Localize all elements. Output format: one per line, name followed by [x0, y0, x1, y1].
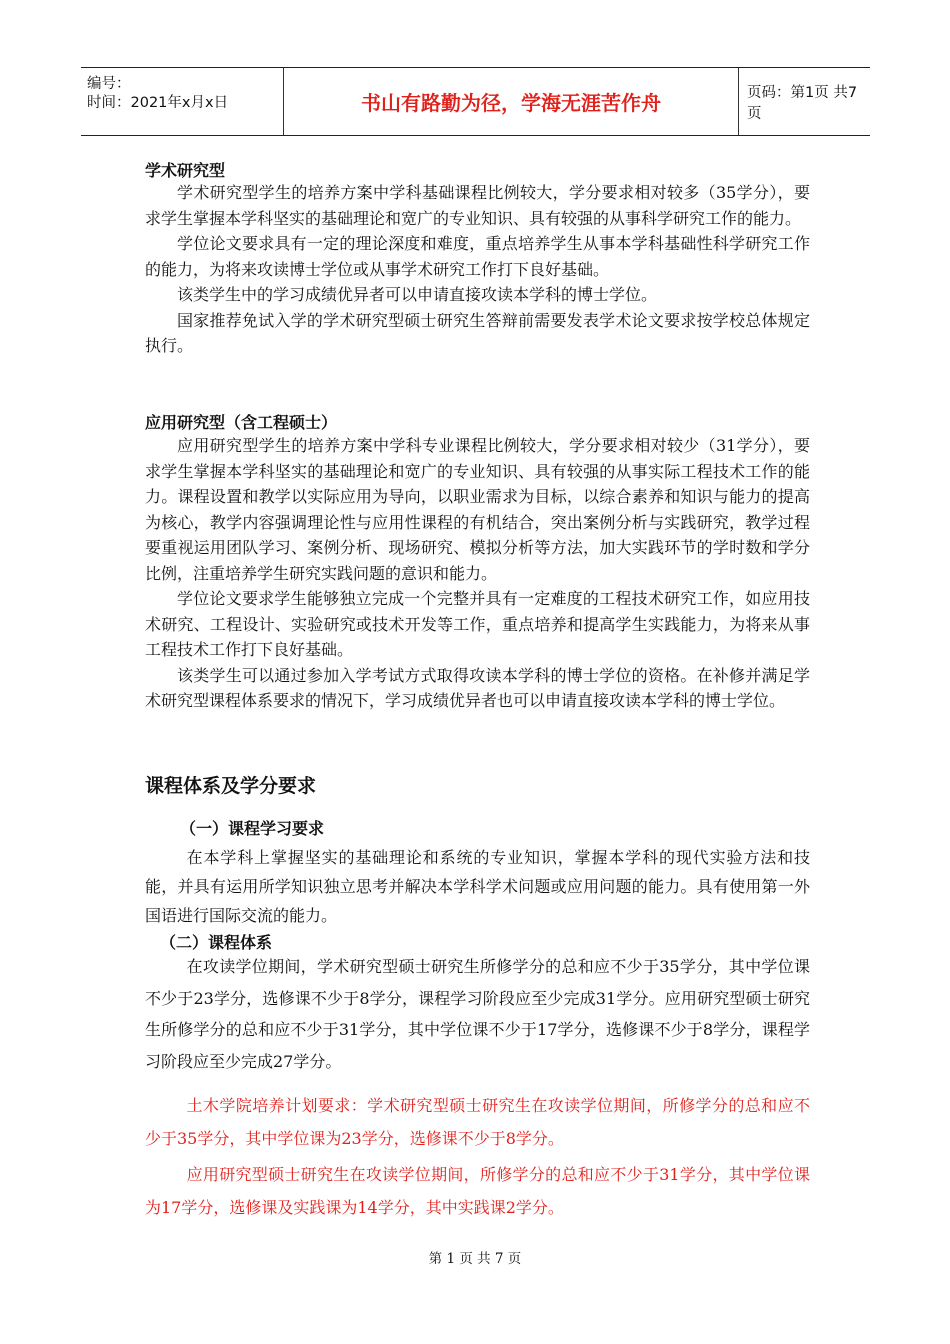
header-page-info: 页码：第1页 共7页 — [747, 84, 858, 122]
applied-heading: 应用研究型（含工程硕士） — [145, 413, 338, 432]
page-footer: 第 1 页 共 7 页 — [428, 1251, 522, 1267]
academic-paragraph: 学术研究型学生的培养方案中学科基础课程比例较大，学分要求相对较多（35学分），要求学生掌握本学科坚实的基础理论和宽广的专业知识、具有较强的从事科学研究工作的能力。 — [145, 183, 810, 228]
time-label: 时间：2021年x月x日 — [87, 95, 229, 111]
college-requirement-applied: 应用研究型硕士研究生在攻读学位期间，所修学分的总和应不少于31学分，其中学位课为17学分，选修课及实践课为14学分，其中实践课2学分。 — [145, 1165, 810, 1217]
header-meta — [81, 68, 284, 135]
academic-heading: 学术研究型 — [145, 161, 226, 180]
course-requirements-section — [145, 843, 810, 930]
document-header — [81, 67, 870, 136]
applied-paragraph: 该类学生可以通过参加入学考试方式取得攻读本学科的博士学位的资格。在补修并满足学术研究型课程体系要求的情况下，学习成绩优异者也可以申请直接攻读本学科的博士学位。 — [145, 665, 810, 710]
applied-section — [145, 433, 810, 714]
academic-paragraph: 该类学生中的学习成绩优异者可以申请直接攻读本学科的博士学位。 — [177, 285, 658, 304]
applied-paragraph: 学位论文要求学生能够独立完成一个完整并具有一定难度的工程技术研究工作，如应用技术研究、工程设计、实验研究或技术开发等工作，重点培养和提高学生实践能力，为将来从事工程技术工作打下良好基础。 — [145, 589, 810, 659]
course-system-section — [145, 951, 810, 1077]
academic-section — [145, 180, 810, 359]
applied-paragraph: 应用研究型学生的培养方案中学科专业课程比例较大，学分要求相对较少（31学分），要求学生掌握本学科坚实的基础理论和宽广的专业知识、具有较强的从事实际工程技术工作的能力。课程设置和教学以实际应用为导向，以职业需求为目标，以综合素养和知识与能力的提高为核心，教学内容强调理论性与应用性课程的有机结合，突出案例分析与实践研究，教学过程要重视运用团队学习、案例分析、现场研究、模拟分析等方法，加大实践环节的学时数和学分比例，注重培养学生研究实践问题的意识和能力。 — [145, 436, 810, 583]
academic-paragraph: 国家推荐免试入学的学术研究型硕士研究生答辩前需要发表学术论文要求按学校总体规定执行。 — [145, 310, 810, 355]
course-system-heading: （二）课程体系 — [160, 933, 273, 952]
header-motto: 书山有路勤为径，学海无涯苦作舟 — [284, 68, 739, 135]
course-requirements-heading: （一）课程学习要求 — [180, 819, 325, 838]
college-requirement-academic: 土木学院培养计划要求：学术研究型硕士研究生在攻读学位期间，所修学分的总和应不少于35学分，其中学位课为23学分，选修课不少于8学分。 — [145, 1096, 810, 1148]
college-requirements — [145, 1089, 810, 1224]
curriculum-heading: 课程体系及学分要求 — [145, 775, 317, 797]
academic-paragraph: 学位论文要求具有一定的理论深度和难度，重点培养学生从事本学科基础性科学研究工作的能力，为将来攻读博士学位或从事学术研究工作打下良好基础。 — [145, 234, 810, 279]
course-requirements-text: 在本学科上掌握坚实的基础理论和系统的专业知识，掌握本学科的现代实验方法和技能，并具有运用所学知识独立思考并解决本学科学术问题或应用问题的能力。具有使用第一外国语进行国际交流的能力。 — [145, 848, 810, 925]
course-system-text: 在攻读学位期间，学术研究型硕士研究生所修学分的总和应不少于35学分，其中学位课不少于23学分，选修课不少于8学分，课程学习阶段应至少完成31学分。应用研究型硕士研究生所修学分的总和应不少于31学分，其中学位课不少于17学分，选修课不少于8学分，课程学习阶段应至少完成27学分。 — [145, 957, 810, 1071]
number-label: 编号： — [87, 76, 131, 92]
